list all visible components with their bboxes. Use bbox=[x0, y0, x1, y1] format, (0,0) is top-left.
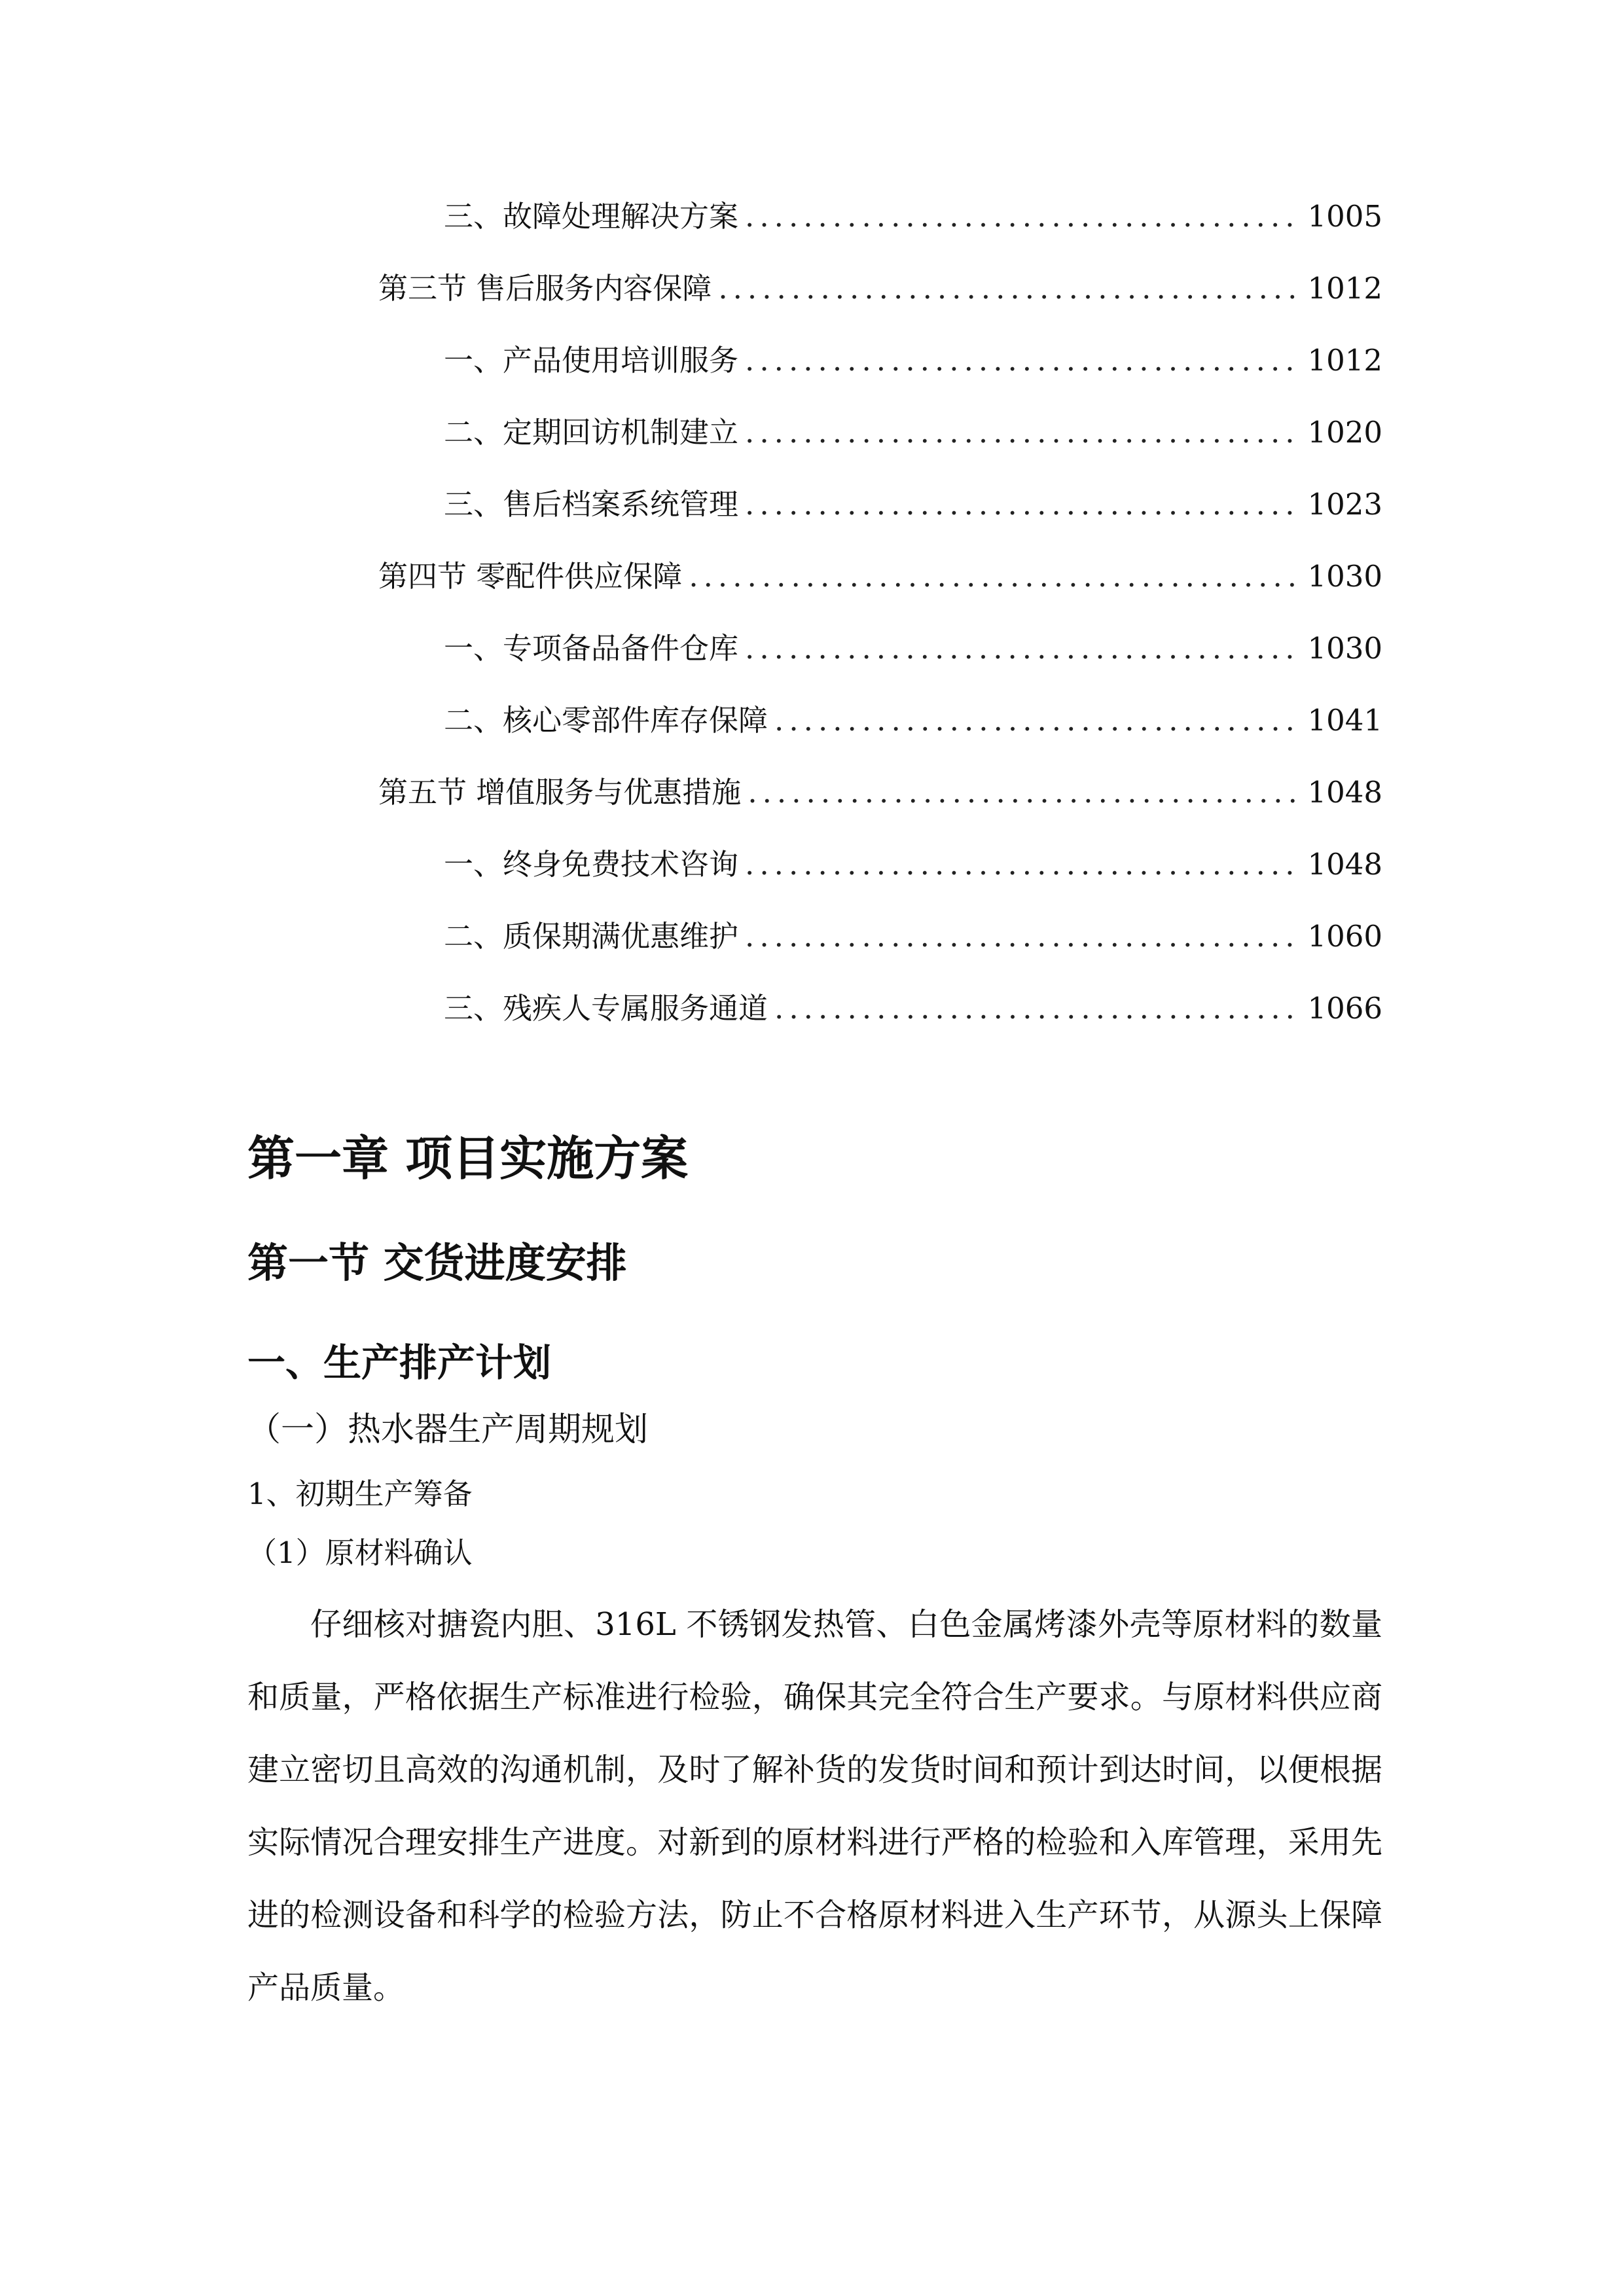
toc-entry-page: 1012 bbox=[1307, 343, 1382, 378]
toc-entry-title: 售后档案系统管理 bbox=[503, 487, 739, 522]
toc-entry-page: 1020 bbox=[1307, 415, 1382, 450]
subsubsection-title: （一）热水器生产周期规划 bbox=[247, 1410, 649, 1449]
item-heading: 1、初期生产筹备 bbox=[247, 1477, 473, 1511]
toc-entry-page: 1005 bbox=[1307, 199, 1382, 234]
toc-entry[interactable] bbox=[444, 985, 1382, 1032]
toc-entry-number: 二、 bbox=[444, 703, 503, 738]
toc-entry-page: 1030 bbox=[1307, 559, 1382, 594]
toc-entry-title: 第五节 增值服务与优惠措施 bbox=[378, 775, 742, 810]
toc-entry[interactable] bbox=[378, 769, 1382, 816]
toc-entry[interactable] bbox=[444, 337, 1382, 384]
toc-entry-number: 一、 bbox=[444, 847, 503, 882]
toc-leader-dots bbox=[745, 913, 1298, 960]
toc-entry-title: 产品使用培训服务 bbox=[503, 343, 739, 378]
toc-entry-title: 专项备品备件仓库 bbox=[503, 631, 739, 666]
section-title: 第一节 交货进度安排 bbox=[247, 1239, 627, 1287]
toc-entry-page: 1041 bbox=[1307, 703, 1382, 738]
toc-entry-title: 第三节 售后服务内容保障 bbox=[378, 271, 712, 306]
toc-leader-dots bbox=[774, 697, 1298, 744]
toc-entry[interactable] bbox=[444, 409, 1382, 456]
subsection-title: 一、生产排产计划 bbox=[247, 1340, 552, 1385]
toc-leader-dots bbox=[718, 265, 1298, 312]
toc-entry-number: 一、 bbox=[444, 343, 503, 378]
toc-leader-dots bbox=[745, 841, 1298, 888]
toc-leader-dots bbox=[774, 985, 1298, 1032]
toc-entry-number: 一、 bbox=[444, 631, 503, 666]
toc-leader-dots bbox=[748, 769, 1298, 816]
toc-entry-page: 1048 bbox=[1307, 847, 1382, 882]
toc-entry-number: 二、 bbox=[444, 415, 503, 450]
toc-entry-title: 定期回访机制建立 bbox=[503, 415, 739, 450]
toc-entry-number: 三、 bbox=[444, 199, 503, 234]
toc-leader-dots bbox=[689, 553, 1298, 600]
toc-entry-number: 二、 bbox=[444, 919, 503, 954]
subitem-heading: （1）原材料确认 bbox=[247, 1535, 473, 1570]
toc-entry-page: 1023 bbox=[1307, 487, 1382, 522]
toc-entry-number: 三、 bbox=[444, 991, 503, 1026]
toc-entry-page: 1066 bbox=[1307, 991, 1382, 1026]
body-paragraph: 仔细核对搪瓷内胆、316L 不锈钢发热管、白色金属烤漆外壳等原材料的数量和质量，严格依据生产标准进行检验，确保其完全符合生产要求。与原材料供应商建立密切且高效的沟通机制，及时了解补货的发货时间和预计到达时间，以便根据实际情况合理安排生产进度。对新到的原材料进行严格的检验和入库管理，采用先进的检测设备和科学的检验方法，防止不合格原材料进入生产环节，从源头上保障产品质量。 bbox=[247, 1606, 1382, 2006]
toc-entry-title: 质保期满优惠维护 bbox=[503, 919, 739, 954]
toc-leader-dots bbox=[745, 625, 1298, 672]
toc-entry-page: 1048 bbox=[1307, 775, 1382, 810]
toc-entry[interactable] bbox=[444, 481, 1382, 528]
toc-entry[interactable] bbox=[444, 697, 1382, 744]
toc-entry-title: 残疾人专属服务通道 bbox=[503, 991, 768, 1026]
chapter-title: 第一章 项目实施方案 bbox=[247, 1131, 689, 1186]
toc-entry[interactable] bbox=[378, 265, 1382, 312]
toc-entry[interactable] bbox=[444, 625, 1382, 672]
toc-entry-page: 1060 bbox=[1307, 919, 1382, 954]
toc-entry-title: 故障处理解决方案 bbox=[503, 199, 739, 234]
toc-entry-title: 第四节 零配件供应保障 bbox=[378, 559, 683, 594]
toc-leader-dots bbox=[745, 193, 1298, 240]
toc-entry[interactable] bbox=[444, 193, 1382, 240]
toc-entry-title: 核心零部件库存保障 bbox=[503, 703, 768, 738]
toc-leader-dots bbox=[745, 409, 1298, 456]
toc-entry[interactable] bbox=[378, 553, 1382, 600]
toc-entry-page: 1012 bbox=[1307, 271, 1382, 306]
toc-leader-dots bbox=[745, 337, 1298, 384]
toc-entry-number: 三、 bbox=[444, 487, 503, 522]
toc-entry[interactable] bbox=[444, 913, 1382, 960]
toc-entry-page: 1030 bbox=[1307, 631, 1382, 666]
toc-entry-title: 终身免费技术咨询 bbox=[503, 847, 739, 882]
toc-entry[interactable] bbox=[444, 841, 1382, 888]
toc-leader-dots bbox=[745, 481, 1298, 528]
